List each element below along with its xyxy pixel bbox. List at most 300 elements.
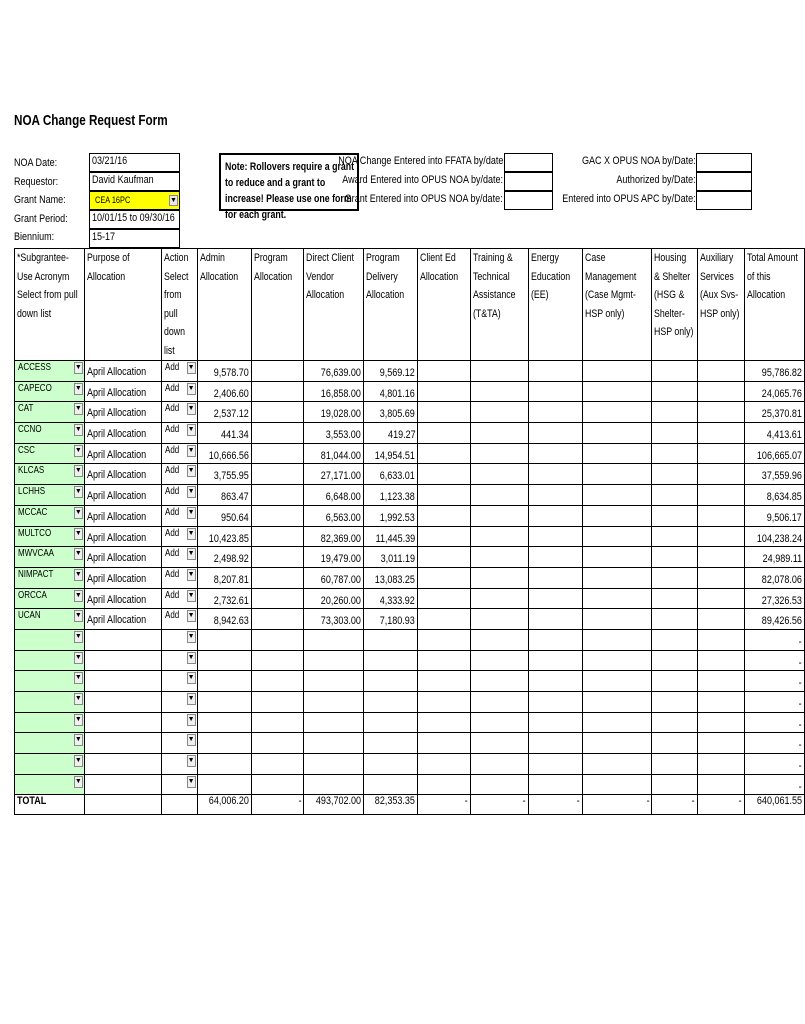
- client-ed-cell[interactable]: [418, 712, 471, 733]
- admin-cell[interactable]: [197, 381, 251, 402]
- program-cell[interactable]: [251, 464, 304, 485]
- client-ed-cell[interactable]: [418, 733, 471, 754]
- case-mgmt-cell[interactable]: [583, 505, 652, 526]
- action-select[interactable]: [161, 733, 197, 754]
- chevron-down-icon[interactable]: ▼: [187, 403, 196, 415]
- program-cell[interactable]: [251, 712, 304, 733]
- noa-date-field[interactable]: [89, 153, 180, 172]
- client-ed-cell[interactable]: [418, 650, 471, 671]
- auxiliary-cell[interactable]: [697, 733, 744, 754]
- purpose-cell[interactable]: [84, 423, 161, 444]
- purpose-cell[interactable]: [84, 754, 161, 775]
- energy-ed-cell[interactable]: [529, 774, 583, 795]
- admin-cell[interactable]: [197, 754, 251, 775]
- admin-cell[interactable]: [197, 361, 251, 382]
- tta-cell[interactable]: [470, 774, 528, 795]
- direct-client-cell[interactable]: [304, 381, 364, 402]
- admin-cell[interactable]: [197, 733, 251, 754]
- case-mgmt-cell[interactable]: [583, 567, 652, 588]
- auxiliary-cell[interactable]: [697, 754, 744, 775]
- case-mgmt-cell[interactable]: [583, 754, 652, 775]
- client-ed-cell[interactable]: [418, 361, 471, 382]
- admin-cell[interactable]: [197, 567, 251, 588]
- client-ed-cell[interactable]: [418, 485, 471, 506]
- energy-ed-cell[interactable]: [529, 692, 583, 713]
- admin-cell[interactable]: [197, 588, 251, 609]
- housing-cell[interactable]: [652, 712, 697, 733]
- energy-ed-cell[interactable]: [529, 754, 583, 775]
- energy-ed-cell[interactable]: [529, 567, 583, 588]
- chevron-down-icon[interactable]: ▼: [74, 755, 83, 767]
- chevron-down-icon[interactable]: ▼: [74, 714, 83, 726]
- purpose-cell[interactable]: [84, 402, 161, 423]
- chevron-down-icon[interactable]: ▼: [187, 755, 196, 767]
- client-ed-cell[interactable]: [418, 505, 471, 526]
- subgrantee-select[interactable]: [15, 464, 85, 485]
- gac-field[interactable]: [696, 153, 752, 172]
- case-mgmt-cell[interactable]: [583, 650, 652, 671]
- energy-ed-cell[interactable]: [529, 609, 583, 630]
- energy-ed-cell[interactable]: [529, 733, 583, 754]
- subgrantee-select[interactable]: [15, 733, 85, 754]
- program-delivery-cell[interactable]: [364, 423, 418, 444]
- ffata-field[interactable]: [504, 153, 553, 172]
- direct-client-cell[interactable]: [304, 692, 364, 713]
- admin-cell[interactable]: [197, 547, 251, 568]
- subgrantee-select[interactable]: [15, 361, 85, 382]
- energy-ed-cell[interactable]: [529, 671, 583, 692]
- chevron-down-icon[interactable]: ▼: [74, 610, 83, 622]
- program-delivery-cell[interactable]: [364, 733, 418, 754]
- subgrantee-select[interactable]: [15, 402, 85, 423]
- chevron-down-icon[interactable]: ▼: [74, 424, 83, 436]
- direct-client-cell[interactable]: [304, 609, 364, 630]
- tta-cell[interactable]: [470, 754, 528, 775]
- action-select[interactable]: [161, 609, 197, 630]
- case-mgmt-cell[interactable]: [583, 443, 652, 464]
- auxiliary-cell[interactable]: [697, 774, 744, 795]
- tta-cell[interactable]: [470, 733, 528, 754]
- chevron-down-icon[interactable]: ▼: [74, 362, 83, 374]
- case-mgmt-cell[interactable]: [583, 692, 652, 713]
- case-mgmt-cell[interactable]: [583, 361, 652, 382]
- case-mgmt-cell[interactable]: [583, 712, 652, 733]
- apc-field[interactable]: [696, 191, 752, 210]
- housing-cell[interactable]: [652, 464, 697, 485]
- direct-client-cell[interactable]: [304, 671, 364, 692]
- subgrantee-select[interactable]: [15, 629, 85, 650]
- auxiliary-cell[interactable]: [697, 485, 744, 506]
- chevron-down-icon[interactable]: ▼: [187, 776, 196, 788]
- program-delivery-cell[interactable]: [364, 629, 418, 650]
- chevron-down-icon[interactable]: ▼: [187, 693, 196, 705]
- purpose-cell[interactable]: [84, 588, 161, 609]
- chevron-down-icon[interactable]: ▼: [187, 631, 196, 643]
- case-mgmt-cell[interactable]: [583, 774, 652, 795]
- direct-client-cell[interactable]: [304, 526, 364, 547]
- client-ed-cell[interactable]: [418, 609, 471, 630]
- purpose-cell[interactable]: [84, 650, 161, 671]
- program-delivery-cell[interactable]: [364, 650, 418, 671]
- auxiliary-cell[interactable]: [697, 712, 744, 733]
- subgrantee-select[interactable]: [15, 381, 85, 402]
- chevron-down-icon[interactable]: ▼: [74, 548, 83, 560]
- action-select[interactable]: [161, 629, 197, 650]
- subgrantee-select[interactable]: [15, 754, 85, 775]
- subgrantee-select[interactable]: [15, 485, 85, 506]
- energy-ed-cell[interactable]: [529, 588, 583, 609]
- purpose-cell[interactable]: [84, 547, 161, 568]
- housing-cell[interactable]: [652, 650, 697, 671]
- admin-cell[interactable]: [197, 774, 251, 795]
- program-cell[interactable]: [251, 567, 304, 588]
- action-select[interactable]: [161, 402, 197, 423]
- chevron-down-icon[interactable]: ▼: [74, 734, 83, 746]
- direct-client-cell[interactable]: [304, 650, 364, 671]
- program-cell[interactable]: [251, 381, 304, 402]
- action-select[interactable]: [161, 485, 197, 506]
- program-cell[interactable]: [251, 733, 304, 754]
- program-delivery-cell[interactable]: [364, 588, 418, 609]
- action-select[interactable]: [161, 547, 197, 568]
- client-ed-cell[interactable]: [418, 402, 471, 423]
- admin-cell[interactable]: [197, 443, 251, 464]
- client-ed-cell[interactable]: [418, 423, 471, 444]
- chevron-down-icon[interactable]: ▼: [74, 776, 83, 788]
- case-mgmt-cell[interactable]: [583, 402, 652, 423]
- program-delivery-cell[interactable]: [364, 361, 418, 382]
- purpose-cell[interactable]: [84, 464, 161, 485]
- tta-cell[interactable]: [470, 443, 528, 464]
- subgrantee-select[interactable]: [15, 567, 85, 588]
- chevron-down-icon[interactable]: ▼: [74, 693, 83, 705]
- program-cell[interactable]: [251, 526, 304, 547]
- client-ed-cell[interactable]: [418, 526, 471, 547]
- tta-cell[interactable]: [470, 423, 528, 444]
- admin-cell[interactable]: [197, 402, 251, 423]
- tta-cell[interactable]: [470, 712, 528, 733]
- subgrantee-select[interactable]: [15, 505, 85, 526]
- action-select[interactable]: [161, 526, 197, 547]
- energy-ed-cell[interactable]: [529, 629, 583, 650]
- direct-client-cell[interactable]: [304, 505, 364, 526]
- tta-cell[interactable]: [470, 671, 528, 692]
- auxiliary-cell[interactable]: [697, 526, 744, 547]
- purpose-cell[interactable]: [84, 526, 161, 547]
- direct-client-cell[interactable]: [304, 464, 364, 485]
- direct-client-cell[interactable]: [304, 733, 364, 754]
- action-select[interactable]: [161, 754, 197, 775]
- admin-cell[interactable]: [197, 671, 251, 692]
- energy-ed-cell[interactable]: [529, 381, 583, 402]
- auxiliary-cell[interactable]: [697, 381, 744, 402]
- chevron-down-icon[interactable]: ▼: [74, 383, 83, 395]
- energy-ed-cell[interactable]: [529, 361, 583, 382]
- client-ed-cell[interactable]: [418, 547, 471, 568]
- program-cell[interactable]: [251, 609, 304, 630]
- subgrantee-select[interactable]: [15, 692, 85, 713]
- direct-client-cell[interactable]: [304, 712, 364, 733]
- case-mgmt-cell[interactable]: [583, 485, 652, 506]
- action-select[interactable]: [161, 774, 197, 795]
- case-mgmt-cell[interactable]: [583, 671, 652, 692]
- admin-cell[interactable]: [197, 712, 251, 733]
- case-mgmt-cell[interactable]: [583, 609, 652, 630]
- requestor-field[interactable]: [89, 172, 180, 191]
- client-ed-cell[interactable]: [418, 754, 471, 775]
- admin-cell[interactable]: [197, 485, 251, 506]
- energy-ed-cell[interactable]: [529, 650, 583, 671]
- direct-client-cell[interactable]: [304, 547, 364, 568]
- tta-cell[interactable]: [470, 402, 528, 423]
- program-cell[interactable]: [251, 402, 304, 423]
- client-ed-cell[interactable]: [418, 692, 471, 713]
- program-delivery-cell[interactable]: [364, 402, 418, 423]
- housing-cell[interactable]: [652, 567, 697, 588]
- tta-cell[interactable]: [470, 464, 528, 485]
- direct-client-cell[interactable]: [304, 629, 364, 650]
- subgrantee-select[interactable]: [15, 423, 85, 444]
- chevron-down-icon[interactable]: ▼: [74, 507, 83, 519]
- client-ed-cell[interactable]: [418, 567, 471, 588]
- energy-ed-cell[interactable]: [529, 712, 583, 733]
- chevron-down-icon[interactable]: ▼: [74, 528, 83, 540]
- chevron-down-icon[interactable]: ▼: [187, 507, 196, 519]
- auxiliary-cell[interactable]: [697, 588, 744, 609]
- biennium-field[interactable]: [89, 229, 180, 248]
- program-cell[interactable]: [251, 650, 304, 671]
- tta-cell[interactable]: [470, 361, 528, 382]
- program-delivery-cell[interactable]: [364, 692, 418, 713]
- chevron-down-icon[interactable]: ▼: [74, 631, 83, 643]
- chevron-down-icon[interactable]: ▼: [187, 714, 196, 726]
- program-cell[interactable]: [251, 423, 304, 444]
- admin-cell[interactable]: [197, 609, 251, 630]
- tta-cell[interactable]: [470, 609, 528, 630]
- purpose-cell[interactable]: [84, 712, 161, 733]
- housing-cell[interactable]: [652, 526, 697, 547]
- auxiliary-cell[interactable]: [697, 505, 744, 526]
- purpose-cell[interactable]: [84, 443, 161, 464]
- tta-cell[interactable]: [470, 505, 528, 526]
- client-ed-cell[interactable]: [418, 381, 471, 402]
- program-delivery-cell[interactable]: [364, 526, 418, 547]
- grant-opus-field[interactable]: [504, 191, 553, 210]
- chevron-down-icon[interactable]: ▼: [74, 590, 83, 602]
- auxiliary-cell[interactable]: [697, 443, 744, 464]
- subgrantee-select[interactable]: [15, 650, 85, 671]
- action-select[interactable]: [161, 671, 197, 692]
- auxiliary-cell[interactable]: [697, 650, 744, 671]
- case-mgmt-cell[interactable]: [583, 526, 652, 547]
- program-delivery-cell[interactable]: [364, 381, 418, 402]
- housing-cell[interactable]: [652, 692, 697, 713]
- auxiliary-cell[interactable]: [697, 464, 744, 485]
- case-mgmt-cell[interactable]: [583, 733, 652, 754]
- chevron-down-icon[interactable]: ▼: [187, 424, 196, 436]
- admin-cell[interactable]: [197, 629, 251, 650]
- case-mgmt-cell[interactable]: [583, 547, 652, 568]
- program-cell[interactable]: [251, 692, 304, 713]
- energy-ed-cell[interactable]: [529, 443, 583, 464]
- energy-ed-cell[interactable]: [529, 423, 583, 444]
- chevron-down-icon[interactable]: ▼: [187, 569, 196, 581]
- direct-client-cell[interactable]: [304, 443, 364, 464]
- subgrantee-select[interactable]: [15, 443, 85, 464]
- program-cell[interactable]: [251, 443, 304, 464]
- tta-cell[interactable]: [470, 567, 528, 588]
- award-opus-field[interactable]: [504, 172, 553, 191]
- chevron-down-icon[interactable]: ▼: [187, 445, 196, 457]
- admin-cell[interactable]: [197, 505, 251, 526]
- auxiliary-cell[interactable]: [697, 671, 744, 692]
- direct-client-cell[interactable]: [304, 774, 364, 795]
- housing-cell[interactable]: [652, 671, 697, 692]
- energy-ed-cell[interactable]: [529, 505, 583, 526]
- chevron-down-icon[interactable]: ▼: [187, 548, 196, 560]
- chevron-down-icon[interactable]: ▼: [170, 197, 177, 204]
- chevron-down-icon[interactable]: ▼: [187, 362, 196, 374]
- auxiliary-cell[interactable]: [697, 609, 744, 630]
- program-cell[interactable]: [251, 671, 304, 692]
- action-select[interactable]: [161, 650, 197, 671]
- chevron-down-icon[interactable]: ▼: [74, 672, 83, 684]
- purpose-cell[interactable]: [84, 609, 161, 630]
- program-delivery-cell[interactable]: [364, 464, 418, 485]
- tta-cell[interactable]: [470, 629, 528, 650]
- action-select[interactable]: [161, 423, 197, 444]
- subgrantee-select[interactable]: [15, 712, 85, 733]
- program-cell[interactable]: [251, 505, 304, 526]
- subgrantee-select[interactable]: [15, 774, 85, 795]
- action-select[interactable]: [161, 692, 197, 713]
- purpose-cell[interactable]: [84, 361, 161, 382]
- direct-client-cell[interactable]: [304, 754, 364, 775]
- program-delivery-cell[interactable]: [364, 671, 418, 692]
- case-mgmt-cell[interactable]: [583, 423, 652, 444]
- program-delivery-cell[interactable]: [364, 505, 418, 526]
- action-select[interactable]: [161, 381, 197, 402]
- chevron-down-icon[interactable]: ▼: [74, 486, 83, 498]
- program-delivery-cell[interactable]: [364, 567, 418, 588]
- housing-cell[interactable]: [652, 485, 697, 506]
- housing-cell[interactable]: [652, 381, 697, 402]
- client-ed-cell[interactable]: [418, 588, 471, 609]
- energy-ed-cell[interactable]: [529, 402, 583, 423]
- chevron-down-icon[interactable]: ▼: [74, 403, 83, 415]
- program-delivery-cell[interactable]: [364, 774, 418, 795]
- auxiliary-cell[interactable]: [697, 423, 744, 444]
- housing-cell[interactable]: [652, 402, 697, 423]
- purpose-cell[interactable]: [84, 567, 161, 588]
- case-mgmt-cell[interactable]: [583, 381, 652, 402]
- chevron-down-icon[interactable]: ▼: [187, 734, 196, 746]
- auxiliary-cell[interactable]: [697, 692, 744, 713]
- energy-ed-cell[interactable]: [529, 547, 583, 568]
- tta-cell[interactable]: [470, 526, 528, 547]
- action-select[interactable]: [161, 712, 197, 733]
- subgrantee-select[interactable]: [15, 526, 85, 547]
- program-cell[interactable]: [251, 588, 304, 609]
- auxiliary-cell[interactable]: [697, 629, 744, 650]
- admin-cell[interactable]: [197, 423, 251, 444]
- grant-name-select[interactable]: [89, 191, 180, 210]
- chevron-down-icon[interactable]: ▼: [187, 590, 196, 602]
- housing-cell[interactable]: [652, 361, 697, 382]
- auxiliary-cell[interactable]: [697, 567, 744, 588]
- action-select[interactable]: [161, 361, 197, 382]
- chevron-down-icon[interactable]: ▼: [187, 672, 196, 684]
- subgrantee-select[interactable]: [15, 588, 85, 609]
- chevron-down-icon[interactable]: ▼: [74, 652, 83, 664]
- purpose-cell[interactable]: [84, 671, 161, 692]
- direct-client-cell[interactable]: [304, 588, 364, 609]
- client-ed-cell[interactable]: [418, 629, 471, 650]
- chevron-down-icon[interactable]: ▼: [187, 486, 196, 498]
- purpose-cell[interactable]: [84, 381, 161, 402]
- housing-cell[interactable]: [652, 609, 697, 630]
- action-select[interactable]: [161, 567, 197, 588]
- client-ed-cell[interactable]: [418, 774, 471, 795]
- tta-cell[interactable]: [470, 547, 528, 568]
- grant-period-field[interactable]: [89, 210, 180, 229]
- action-select[interactable]: [161, 505, 197, 526]
- client-ed-cell[interactable]: [418, 671, 471, 692]
- purpose-cell[interactable]: [84, 505, 161, 526]
- housing-cell[interactable]: [652, 547, 697, 568]
- program-delivery-cell[interactable]: [364, 609, 418, 630]
- direct-client-cell[interactable]: [304, 423, 364, 444]
- action-select[interactable]: [161, 464, 197, 485]
- tta-cell[interactable]: [470, 650, 528, 671]
- chevron-down-icon[interactable]: ▼: [74, 569, 83, 581]
- direct-client-cell[interactable]: [304, 361, 364, 382]
- program-cell[interactable]: [251, 485, 304, 506]
- client-ed-cell[interactable]: [418, 464, 471, 485]
- housing-cell[interactable]: [652, 443, 697, 464]
- program-cell[interactable]: [251, 547, 304, 568]
- program-delivery-cell[interactable]: [364, 754, 418, 775]
- housing-cell[interactable]: [652, 629, 697, 650]
- tta-cell[interactable]: [470, 588, 528, 609]
- purpose-cell[interactable]: [84, 733, 161, 754]
- purpose-cell[interactable]: [84, 485, 161, 506]
- program-cell[interactable]: [251, 754, 304, 775]
- admin-cell[interactable]: [197, 464, 251, 485]
- housing-cell[interactable]: [652, 754, 697, 775]
- energy-ed-cell[interactable]: [529, 464, 583, 485]
- program-delivery-cell[interactable]: [364, 547, 418, 568]
- program-cell[interactable]: [251, 361, 304, 382]
- housing-cell[interactable]: [652, 588, 697, 609]
- tta-cell[interactable]: [470, 381, 528, 402]
- client-ed-cell[interactable]: [418, 443, 471, 464]
- action-select[interactable]: [161, 443, 197, 464]
- auxiliary-cell[interactable]: [697, 361, 744, 382]
- program-delivery-cell[interactable]: [364, 485, 418, 506]
- case-mgmt-cell[interactable]: [583, 629, 652, 650]
- program-delivery-cell[interactable]: [364, 712, 418, 733]
- admin-cell[interactable]: [197, 692, 251, 713]
- chevron-down-icon[interactable]: ▼: [74, 445, 83, 457]
- energy-ed-cell[interactable]: [529, 526, 583, 547]
- admin-cell[interactable]: [197, 650, 251, 671]
- chevron-down-icon[interactable]: ▼: [187, 465, 196, 477]
- admin-cell[interactable]: [197, 526, 251, 547]
- authorized-field[interactable]: [696, 172, 752, 191]
- tta-cell[interactable]: [470, 692, 528, 713]
- program-cell[interactable]: [251, 629, 304, 650]
